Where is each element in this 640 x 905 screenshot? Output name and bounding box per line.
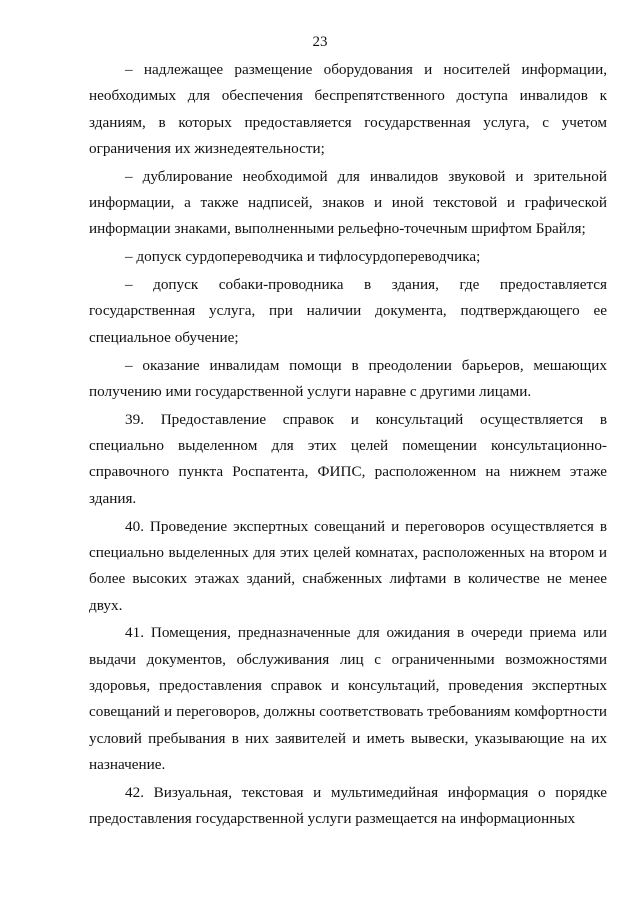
paragraph-equipment-placement: – надлежащее размещение оборудования и носителей информации, необходимых для обеспечения беспрепятственного доступа инвалидов к зданиям, в которых предоставляется государственная услуга, с учетом ограничения их жизнедеятельности; [89, 61, 607, 157]
paragraph-40: 40. Проведение экспертных совещаний и переговоров осуществляется в специально выделенных для этих целей комнатах, расположенных на втором и более высоких этажах зданий, снабженных лифтами в количестве не менее двух. [89, 517, 607, 614]
paragraph-information-duplication: – дублирование необходимой для инвалидов звуковой и зрительной информации, а также надписей, знаков и иной текстовой и графической информации знаками, выполненными рельефно-точечным шрифтом Брайля; [89, 167, 607, 238]
paragraph-42: 42. Визуальная, текстовая и мультимедийная информация о порядке предоставления государственной услуги размещается на информационных [89, 783, 607, 828]
document-body [89, 57, 607, 834]
paragraph-interpreter-admission: – допуск сурдопереводчика и тифлосурдопереводчика; [125, 248, 481, 266]
paragraph-guide-dog-admission: – допуск собаки-проводника в здания, где предоставляется государственная услуга, при наличии документа, подтверждающего ее специальное обучение; [89, 276, 607, 346]
paragraph-41: 41. Помещения, предназначенные для ожидания в очереди приема или выдачи документов, обслуживания лиц с ограниченными возможностями здоровья, предоставления справок и консультаций, проведения экспертных совещаний и переговоров, должны соответствовать требованиям комфортности условий пребывания в них заявителей и иметь вывески, указывающие на их назначение. [89, 624, 607, 773]
paragraph-39: 39. Предоставление справок и консультаций осуществляется в специально выделенном для этих целей помещении консультационно-справочного пункта Роспатента, ФИПС, расположенном на нижнем этаже здания. [89, 410, 607, 507]
page-number: 23 [312, 34, 328, 50]
paragraph-barrier-assistance: – оказание инвалидам помощи в преодолении барьеров, мешающих получению ими государственной услуги наравне с другими лицами. [89, 356, 607, 400]
